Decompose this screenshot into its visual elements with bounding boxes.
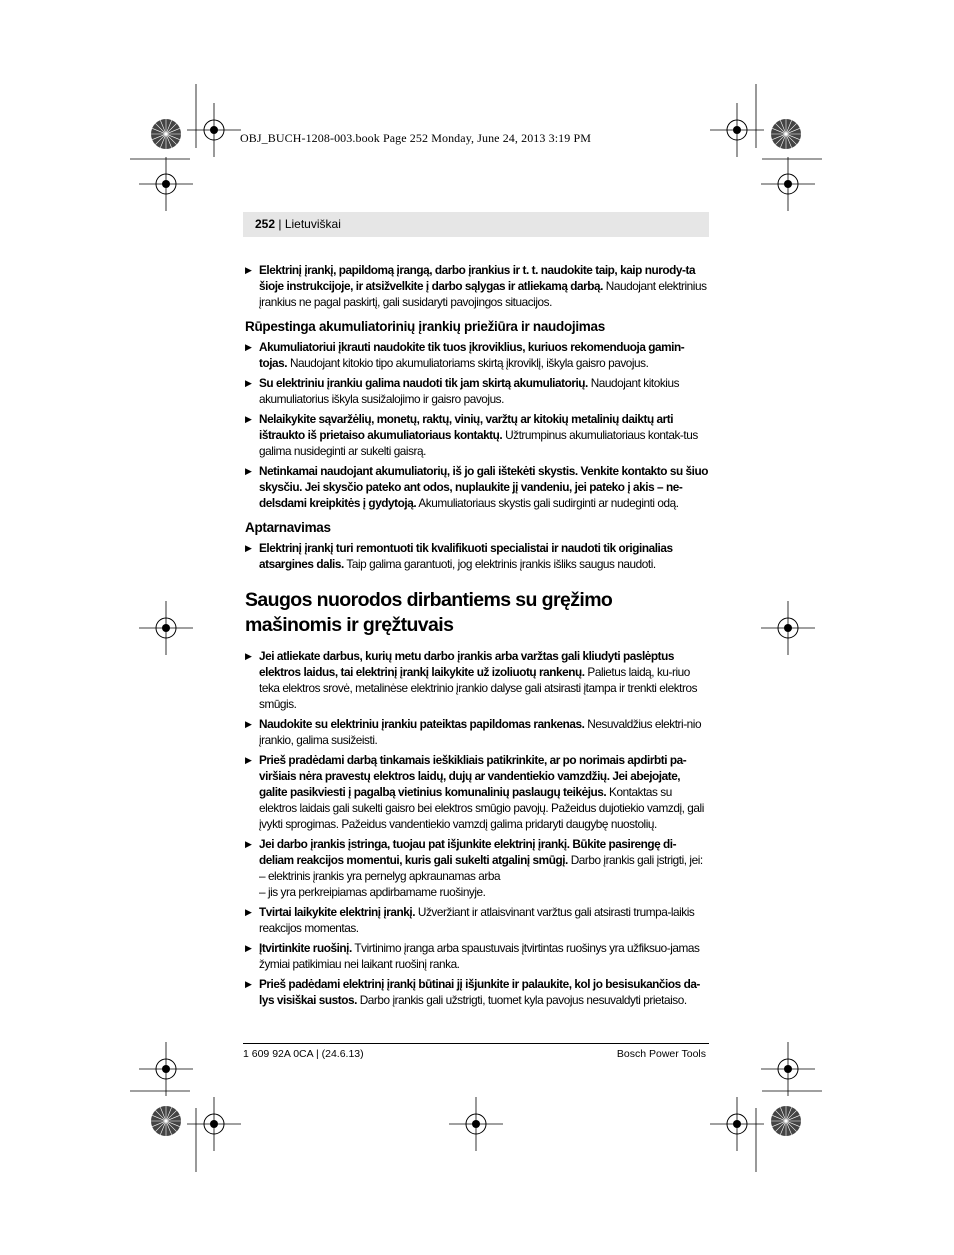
running-header [243,212,709,237]
bullet-emphasis: Naudokite su elektriniu įrankiu pateiktas papildomas rankenas. [259,717,585,731]
bullet-text: Naudojant kitokius akumuliatorius iškyla susižalojimo ir gaisro pavojus. [259,376,680,406]
intro-bullets [245,262,710,310]
bullet-text: Darbo įrankis gali įstrigti, jei: [567,853,703,867]
bullet-emphasis: Nelaikykite sąvaržėlių, monetų, raktų, vinių, varžtų ar kitokių metalinių daiktų arti ištraukto iš prietaiso akumuliatoriaus kontaktų. [259,412,674,442]
bullet-text: Taip galima garantuoti, jog elektrinis įrankis išliks saugus naudoti. [343,557,656,571]
bullet-subline: – jis yra perkreipiamas apdirbamame ruošinyje. [259,885,486,899]
bullet-item [245,976,710,1008]
bullet-text: Užtrumpinus akumuliatoriaus kontak-tus galima nusideginti ar sukelti gaisrą. [259,428,698,458]
header-separator: | [275,217,285,231]
bullet-arrow-icon: ▶ [245,979,252,989]
bullet-emphasis: Elektrinį įrankį turi remontuoti tik kvalifikuoti specialistai ir naudoti tik originalias atsargines dalis. [259,541,673,571]
bullet-arrow-icon: ▶ [245,907,252,917]
bullet-text: Užveržiant ir atlaisvinant varžtus gali atsirasti trumpa-laikis reakcijos momentas. [259,905,695,935]
bullet-item [245,262,710,310]
bullet-text: Naudojant kitokio tipo akumuliatoriams skirtą įkroviklį, iškyla gaisro pavojus. [287,356,649,370]
bullet-text: Palietus laidą, ku-riuo teka elektros srovė, metalinėse elektrinio įrankio dalyse gali atsirasti įtampa ir trenkti elektros smūgis. [259,665,698,711]
bullet-arrow-icon: ▶ [245,543,252,553]
footer-doc-code: 1 609 92A 0CA | (24.6.13) [243,1048,364,1060]
bullet-item [245,716,710,748]
bullet-emphasis: Jei darbo įrankis įstringa, tuojau pat išjunkite elektrinį įrankį. Būkite pasirengę di-deliam reakcijos momentui, kuris gali sukelti atgalinį smūgį. [259,837,677,867]
bullet-item [245,411,710,459]
bullet-arrow-icon: ▶ [245,466,252,476]
section-title-battery-care: Rūpestinga akumuliatorinių įrankių priežiūra ir naudojimas [245,319,605,334]
bullet-text: Darbo įrankis gali užstrigti, tuomet kyla pavojus nesuvaldyti prietaiso. [356,993,687,1007]
bullet-subline: – elektrinis įrankis yra pernelyg apkraunamas arba [259,869,501,883]
bullet-item [245,940,710,972]
bullet-arrow-icon: ▶ [245,943,252,953]
drill-safety-bullets [245,648,710,1008]
bullet-text: Naudojant elektrinius įrankius ne pagal paskirtį, gali susidaryti pavojingos situacijos. [259,279,707,309]
page-content [245,262,710,1012]
bullet-item [245,836,710,900]
bullet-emphasis: Su elektriniu įrankiu galima naudoti tik jam skirtą akumuliatorių. [259,376,588,390]
print-slug: OBJ_BUCH-1208-003.book Page 252 Monday, June 24, 2013 3:19 PM [240,131,591,145]
page-number: 252 [255,217,276,231]
bullet-arrow-icon: ▶ [245,378,252,388]
bullet-item [245,463,710,511]
bullet-emphasis: Tvirtai laikykite elektrinį įrankį. [259,905,416,919]
bullet-arrow-icon: ▶ [245,265,252,275]
bullet-arrow-icon: ▶ [245,651,252,661]
bullet-item [245,339,710,371]
bullet-text: Tvirtinimo įranga arba spaustuvais įtvirtintas ruošinys yra užfiksuo-jamas žymiai patikimiau nei laikant ruošinį ranka. [259,941,700,971]
bullet-item [245,752,710,832]
bullet-emphasis: Elektrinį įrankį, papildomą įrangą, darbo įrankius ir t. t. naudokite taip, kaip nurody-ta šioje instrukcijoje, ir atsižvelkite į darbo sąlygas ir atliekamą darbą. [259,263,696,293]
section-title-drill-safety: Saugos nuorodos dirbantiems su gręžimo mašinomis ir gręžtuvais [245,589,613,636]
bullet-arrow-icon: ▶ [245,342,252,352]
bullet-emphasis: Prieš padėdami elektrinį įrankį būtinai jį išjunkite ir palaukite, kol jo besisukančios da-lys visiškai sustos. [259,977,700,1007]
bullet-text: Akumuliatoriaus skystis gali sudirginti ar nudeginti odą. [416,496,679,510]
bullet-emphasis: Netinkamai naudojant akumuliatorių, iš jo gali ištekėti skystis. Venkite kontakto su šiuo skysčiu. Jei skysčio pateko ant odos, nuplaukite jį vandeniu, jei pateko į akis – ne-delsdami kreipkitės į gydytoją. [259,464,709,510]
bullet-arrow-icon: ▶ [245,414,252,424]
header-language: Lietuviškai [284,217,341,231]
footer-brand: Bosch Power Tools [616,1048,706,1060]
bullet-emphasis: Jei atliekate darbus, kurių metu darbo įrankis arba varžtas gali kliudyti paslėptus elektros laidus, tai elektrinį įrankį laikykite už izoliuotų rankenų. [259,649,675,679]
section-title-service: Aptarnavimas [245,520,331,535]
bullet-emphasis: Akumuliatoriui įkrauti naudokite tik tuos įkroviklius, kuriuos rekomenduoja gamin-tojas. [259,340,685,370]
bullet-text: Nesuvaldžius elektri-nio įrankio, galima susižeisti. [259,717,702,747]
bullet-item [245,648,710,712]
bullet-item [245,540,710,572]
bullet-arrow-icon: ▶ [245,755,252,765]
bullet-arrow-icon: ▶ [245,839,252,849]
bullet-emphasis: Įtvirtinkite ruošinį. [259,941,352,955]
bullet-emphasis: Prieš pradėdami darbą tinkamais ieškikliais patikrinkite, ar po norimais apdirbti pa-viršiais nėra pravestų elektros laidų, dujų ar vandentiekio vamzdžių. Jei abejojate, galite pasikviesti į pagalbą vietinius komunalinių paslaugų teikėjus. [259,753,687,799]
page-footer [243,1043,709,1063]
bullet-item [245,904,710,936]
bullet-item [245,375,710,407]
service-bullets [245,540,710,572]
bullet-text: Kontaktas su elektros laidais gali sukelti gaisro bei elektros smūgio pavojų. Pažeidus dujotiekio vamzdį, gali įvykti sprogimas. Pažeidus vandentiekio vamzdį galima pridaryti daugybę nuostolių. [259,785,704,831]
battery-care-bullets [245,339,710,511]
bullet-arrow-icon: ▶ [245,719,252,729]
